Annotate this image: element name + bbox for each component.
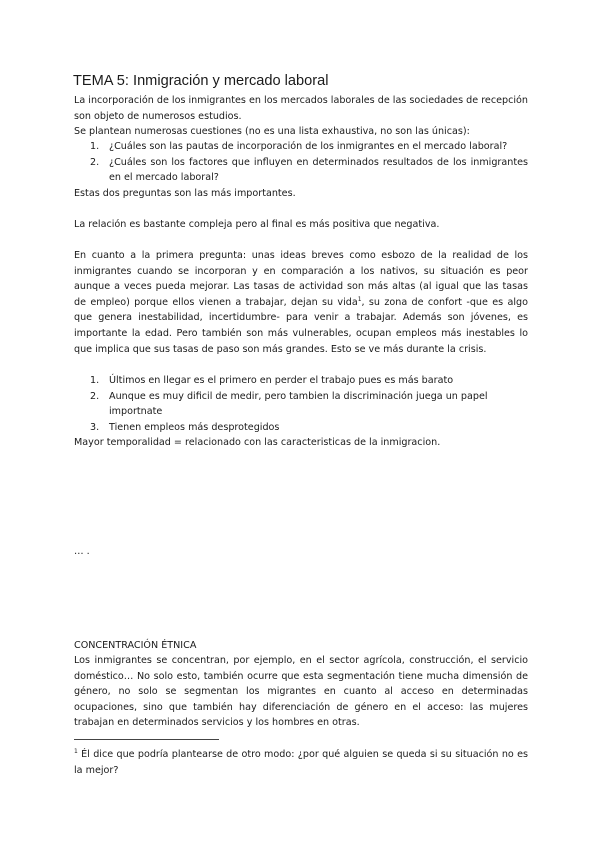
footnote-reference[interactable]: 1 [357, 295, 362, 303]
footnote-mark: 1 [74, 747, 78, 755]
section-paragraph: Los inmigrantes se concentran, por ejemplo, en el sector agrícola, construcción, el servicio doméstico… No solo esto, también ocurre que esta segmentación tiene mucha dimensión de género, no solo se segmentan los migrantes en cuanto al acceso en determinadas ocupaciones, sino que también hay diferenciación de género en el acceso: las mujeres trabajan en determinados servicios y los hombres en otras. [74, 655, 528, 729]
list-item [74, 420, 528, 436]
list-item-number: 2. [90, 390, 100, 402]
page-title: TEMA 5: Inmigración y mercado laboral [73, 73, 329, 89]
list-item [74, 389, 528, 420]
reasons-list [74, 373, 528, 435]
list-item-text: Aunque es muy dificil de medir, pero tambien la discriminación juega un papel importnate [109, 390, 488, 418]
relation-paragraph: La relación es bastante compleja pero al final es más positiva que negativa. [74, 219, 440, 230]
list-item-text: Últimos en llegar es el primero en perder el trabajo pues es más barato [109, 375, 454, 386]
list-item-text: Tienen empleos más desprotegidos [109, 421, 280, 433]
list-item-number: 3. [90, 421, 100, 433]
paragraph-text-part-2: , su zona de confort -que es algo que genera inestabilidad, incertidumbre- para venir a trabajar. Además son jóvenes, es importante la edad. Pero también son más vulnerables, ocupan empleos más inestables lo que implica que sus tasas de paso son más grandes. Esto se ve más durante la crisis. [74, 296, 528, 355]
list-item [74, 155, 528, 186]
list-item-number: 1. [90, 375, 100, 386]
list-item-number: 2. [90, 156, 100, 168]
list-item-text: ¿Cuáles son las pautas de incorporación de los inmigrantes en el mercado laboral? [109, 141, 508, 152]
list-item [74, 139, 528, 155]
questions-lead: Se plantean numerosas cuestiones (no es una lista exhaustiva, no son las únicas): [74, 126, 470, 137]
footnote-text: Él dice que podría plantearse de otro modo: ¿por qué alguien se queda si su situación no es la mejor? [74, 749, 528, 776]
footnote [74, 747, 528, 778]
questions-list [74, 139, 528, 186]
list-item-number: 1. [90, 141, 100, 152]
paragraph-text-part-1: En cuanto a la primera pregunta: unas ideas breves como esbozo de la realidad de los inmigrantes cuando se incorporan y en comparación a los nativos, su situación es peor aunque a veces pueda mejorar. Las tasas de actividad son más altas (al igual que las tasas de empleo) porque ellos vienen a trabajar, dejan su vida [74, 250, 528, 308]
footnote-divider [74, 739, 219, 740]
list-item [74, 373, 528, 389]
list-item-text: ¿Cuáles son los factores que influyen en determinados resultados de los inmigrantes en el mercado laboral? [109, 156, 528, 184]
section-heading: CONCENTRACIÓN ÉTNICA [74, 640, 197, 651]
first-question-paragraph [74, 248, 528, 357]
ellipsis-line: … . [74, 546, 90, 557]
questions-note: Estas dos preguntas son las más importantes. [74, 188, 296, 199]
intro-paragraph: La incorporación de los inmigrantes en los mercados laborales de las sociedades de recepción son objeto de numerosos estudios. [74, 95, 528, 122]
temporality-paragraph: Mayor temporalidad = relacionado con las caracteristicas de la inmigracion. [74, 437, 441, 448]
